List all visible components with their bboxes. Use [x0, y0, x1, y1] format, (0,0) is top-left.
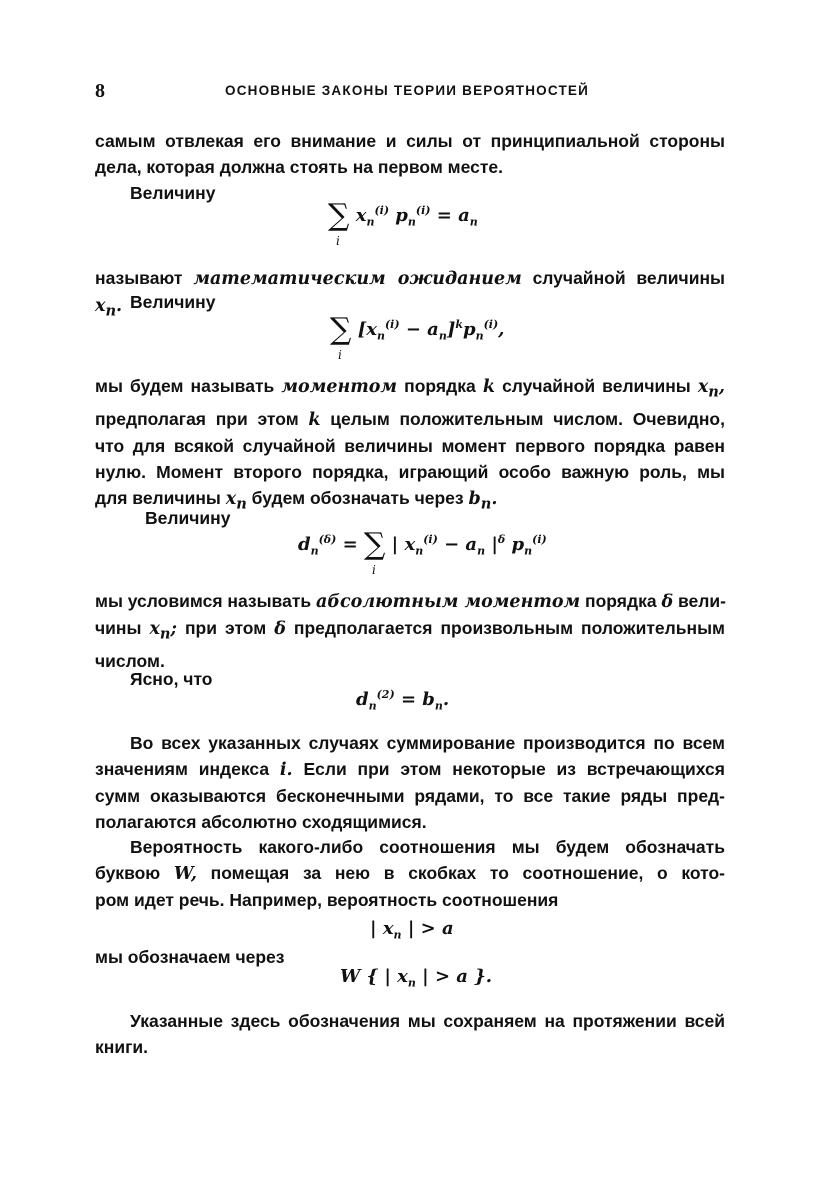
- paragraph-10: [95, 834, 725, 913]
- p5-l1-var: $x_n$,: [697, 377, 725, 401]
- formula-expectation-body: $x_n^{(i)}$ $p_n^{(i)} = a_n$: [355, 203, 478, 229]
- term-moment: моментом: [281, 377, 398, 397]
- paragraph-10-line-2: [95, 860, 725, 887]
- paragraph-9-line-1: Во всех указанных случаях суммирование производится по всем: [130, 733, 725, 753]
- term-expectation: математическим ожиданием: [193, 269, 522, 289]
- sum-sign: ∑ i: [363, 527, 386, 577]
- p5-l5-post: будем обозначать через: [251, 487, 464, 508]
- p7-l2-delta: δ: [274, 619, 286, 639]
- p5-l2-k: k: [308, 409, 321, 430]
- formula-abs-body: | $x_n^{(i)} - a_n$ $|^\delta$ $p_n^{(i)}$: [391, 532, 547, 558]
- formula-probability: [340, 966, 492, 990]
- formula-second-moment-body: $d_n^{(2)} = b_n$.: [356, 688, 450, 713]
- formula-inequality: [370, 918, 454, 942]
- paragraph-5-line-2: [95, 406, 725, 433]
- paragraph-10-line-3: ром идет речь. Например, вероятность соотношения: [95, 890, 559, 910]
- paragraph-1-line-2: дела, которая должна стоять на первом месте.: [95, 157, 504, 177]
- paragraph-1: [95, 128, 725, 180]
- lead-text: Ясно, что: [130, 669, 213, 689]
- paragraph-5-line-3: что для всякой случайной величины момент первого порядка равен: [95, 435, 725, 456]
- p9-l2-pre: значениям индекса: [95, 759, 270, 779]
- paragraph-12-line-2: книги.: [95, 1037, 148, 1057]
- formula-abs-lhs: $d_n^{(\delta)}$ =: [298, 532, 364, 558]
- p5-l5-b: $b_n$.: [468, 488, 498, 512]
- lead-text: Величину: [130, 292, 216, 312]
- formula-moment: [330, 312, 505, 362]
- lead-text: Величину: [130, 183, 216, 203]
- paragraph-7-line-1: [95, 588, 725, 615]
- formula-absolute-moment: [298, 527, 547, 577]
- p3-post: случайной величины: [532, 268, 725, 288]
- p5-l2-pre: предполагая при этом: [95, 408, 299, 429]
- sum-sign: ∑ i: [330, 312, 352, 362]
- p7-l2-pre: чины: [95, 618, 142, 638]
- p7-l2-post: предполагается произвольным положительным: [293, 618, 725, 638]
- p5-l1-end: случайной величины: [502, 376, 691, 396]
- page-number: 8: [95, 80, 105, 102]
- p10-l2-pre: буквою: [95, 863, 161, 883]
- formula-moment-body: $[x_n^{(i)} - a_n]^kp_n^{(i)}$,: [357, 317, 505, 343]
- paragraph-9-line-2: [95, 756, 725, 783]
- p7-l1-post: порядка: [585, 591, 657, 611]
- formula-probability-body: W { | $x_n$ | > a }.: [340, 966, 493, 990]
- p3-var: $x_n$.: [95, 296, 123, 320]
- p7-l2-var: $x_n$;: [149, 619, 177, 643]
- paragraph-9-line-4: полагаются абсолютно сходящимися.: [95, 812, 427, 832]
- p7-l1-pre: мы условимся называть: [95, 591, 312, 611]
- paragraph-7: [95, 588, 725, 674]
- formula-expectation: [328, 198, 478, 248]
- p5-l5-var: $x_n$: [225, 488, 247, 512]
- sum-sign: ∑ i: [328, 198, 350, 248]
- paragraph-12: [95, 1008, 725, 1060]
- paragraph-7-line-3: числом.: [95, 650, 165, 671]
- paragraph-5-line-1: [95, 373, 725, 406]
- p5-l1-pre: мы будем называть: [95, 376, 275, 396]
- paragraph-9-line-3: сумм оказываются бесконечными рядами, то все такие ряды пред-: [95, 786, 725, 806]
- running-head: ОСНОВНЫЕ ЗАКОНЫ ТЕОРИИ ВЕРОЯТНОСТЕЙ: [225, 83, 590, 98]
- paragraph-7-line-2: [95, 615, 725, 648]
- p9-l2-post: Если при этом некоторые из встречающихся: [303, 759, 725, 779]
- paragraph-12-line-1: Указанные здесь обозначения мы сохраняем на протяжении всей: [130, 1011, 725, 1031]
- p5-l5-pre: для величины: [95, 487, 221, 508]
- formula-inequality-body: | $x_n$ | > a: [370, 918, 454, 942]
- p10-l2-W: W,: [173, 864, 197, 884]
- paragraph-5: [95, 373, 725, 517]
- lead-text: Величину: [145, 508, 231, 528]
- p9-l2-i: i.: [279, 760, 293, 780]
- term-absolute-moment: абсолютным моментом: [316, 592, 581, 612]
- formula-second-moment: [356, 688, 449, 713]
- page-header: [95, 80, 725, 104]
- p10-l2-post: помещая за нею в скобках то соотношение, о кото-: [210, 863, 725, 883]
- p3-pre: называют: [95, 268, 183, 288]
- p7-l2-mid: при этом: [184, 618, 267, 638]
- paragraph-1-line-1: самым отвлекая его внимание и силы от принципиальной стороны: [95, 131, 725, 151]
- p5-l1-k: k: [482, 377, 495, 397]
- paragraph-5-line-4: нулю. Момент второго порядка, играющий особо важную роль, мы: [95, 461, 725, 482]
- paragraph-10-line-1: Вероятность какого-либо соотношения мы будем обозначать: [130, 837, 725, 857]
- p5-l1-post: порядка: [404, 376, 476, 396]
- lead-text: мы обозначаем через: [95, 947, 285, 967]
- p7-l1-end: вели-: [678, 591, 726, 611]
- paragraph-9: [95, 730, 725, 835]
- p7-l1-delta: δ: [661, 592, 674, 612]
- p5-l2-post: целым положительным числом. Очевидно,: [330, 408, 725, 429]
